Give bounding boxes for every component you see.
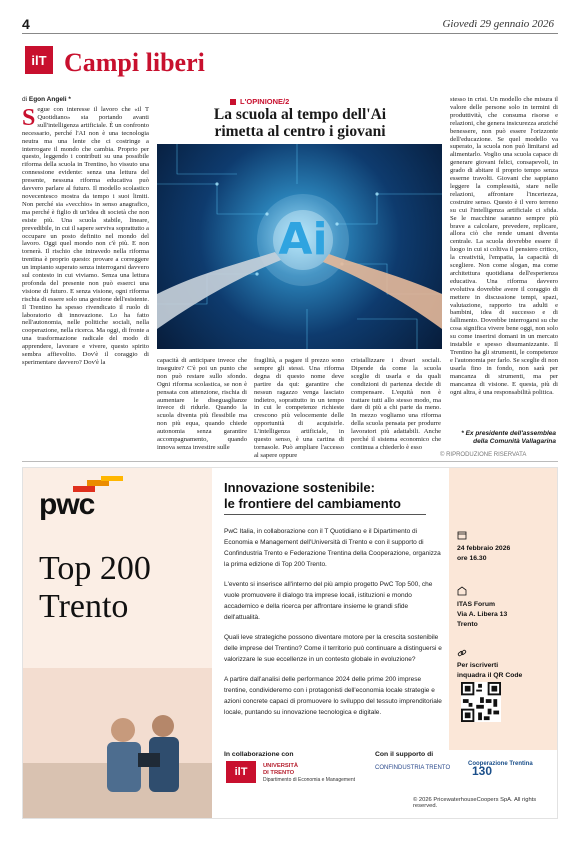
qr-code[interactable] <box>461 682 501 722</box>
article-column-1 <box>22 106 149 452</box>
signature-line-1: * Ex presidente dell'assemblea <box>461 430 556 437</box>
article-headline: La scuola al tempo dell'Ai rimetta al centro i giovani <box>213 106 387 140</box>
ad-title-line-1: Innovazione sostenibile: <box>224 480 375 495</box>
ad-title-line-2: le frontiere del cambiamento <box>224 496 401 511</box>
kicker-text: L'OPINIONE/2 <box>240 97 290 106</box>
coop-number: 130 <box>472 764 493 778</box>
ai-illustration <box>157 144 442 349</box>
ad-title-rule <box>224 514 426 515</box>
ai-letters: Ai <box>278 214 328 265</box>
drop-cap: S <box>22 105 36 131</box>
pwc-advertisement <box>22 467 558 819</box>
header-rule <box>22 33 558 34</box>
confindustria-logo: CONFINDUSTRIA TRENTO <box>375 765 451 771</box>
register-line-2: inquadra il QR Code <box>457 672 523 679</box>
copyright-credit: © RIPRODUZIONE RISERVATA <box>440 452 527 458</box>
venue-name: ITAS Forum <box>457 601 496 608</box>
venue-street: Via A. Libera 13 <box>457 611 508 618</box>
ad-separator <box>22 461 558 462</box>
issue-date: Giovedì 29 gennaio 2026 <box>442 18 554 30</box>
article-photo <box>157 144 442 349</box>
section-title: Campi liberi <box>64 48 205 77</box>
byline-prefix: di <box>22 96 28 103</box>
unitn-dept: Dipartimento di Economia e Management <box>263 777 355 783</box>
event-date: 24 febbraio 2026 <box>457 545 511 552</box>
register-line-1: Per iscriverti <box>457 662 499 669</box>
pwc-logo-text: pwc <box>39 488 95 521</box>
byline <box>22 96 71 103</box>
signature-line-2: della Comunità Vallagarina <box>473 438 556 445</box>
article-column-4: cristallizzare i divari sociali. Dipende da come la scuola sceglie di usarla e da quali condizioni di partenza decide di compensare. L'equità non è trattare tutti allo stesso modo, ma dare di più a chi parte da meno. In mezzo vogliamo una riforma della scuola pensata per produrre lavoratori più adattabili. Anche perché il sistema economico che continua a chiederlo è esso <box>351 357 441 451</box>
author-name: Egon Angeli * <box>28 96 71 103</box>
author-signature <box>386 430 556 446</box>
ad-left-panel <box>23 468 212 818</box>
coop-name: Cooperazione Trentina <box>468 761 533 767</box>
event-name: Top 200 Trento <box>39 550 151 625</box>
unitn-line-1: UNIVERSITÀ <box>263 763 299 769</box>
calendar-icon <box>457 530 467 540</box>
unitn-line-2: DI TRENTO <box>263 770 295 776</box>
ad-body <box>224 526 442 727</box>
ad-paragraph-1: PwC Italia, in collaborazione con il T Quotidiano e il Dipartimento di Economia e Management dell'Università di Trento e con il supporto di Confindustria Trento e Federazione Trentina della Cooperazione, organizza la prima edizione di Top 200 Trento. <box>224 528 441 568</box>
ad-paragraph-4: A partire dall'analisi delle performance 2024 delle prime 200 imprese trentine, condivideremo con i protagonisti dell'economia locale strategie e azioni concrete capaci di promuovere lo sviluppo del tessuto imprenditoriale locale, puntando su innovazione tecnologica e digitale. <box>224 676 442 716</box>
business-people-photo <box>23 668 212 818</box>
event-time: ore 16.30 <box>457 555 487 562</box>
collaboration-label: In collaborazione con <box>224 751 294 758</box>
column-1-text: egue con interesse il lavoro che «il T Quotidiano» sta portando avanti sull'intelligenza artificiale. È un confronto necessario, perché l'AI non è una tecnologia neutra ma una lente che ci costringe a interrogare il mondo che cambia. Proprio per questo, leggendo i contributi su una possibile riforma della scuola in Trentino, ho vissuto una connessione evidente: senza una lettura del presente, nessuna riforma educativa può davvero parlare al futuro. Il modello scolastico novecentesco mostra da tempo i suoi limiti. Non perché sia «vecchio» in senso anagrafico, ma perché è figlio di un'idea di società che non esiste più. Una scuola stabile, lineare, prevedibile, in cui il sapere serviva soprattutto a occupare un posto definito nel mondo del lavoro. Oggi quel mondo non c'è più. E non tornerà. Il rischio che intravedo nella riforma trentina è proprio questo: provare a correggere un impianto superato senza interrogarsi davvero sul contesto in cui viviamo. Senza una lettura profonda del presente non può esserci una visione di futuro. E senza visione, ogni riforma rischia di essere solo una gestione dell'esistente. Il Trentino ha spesso rivendicato il ruolo di laboratorio di innovazione. Lo ha fatto nell'autonomia, nelle politiche sociali, nella cooperazione, nella ricerca. Ma oggi, di fronte a una trasformazione radicale del modo di apprendere, lavorare e vivere, questo spirito sembra affievolito. Dov'è il coraggio di sperimentare davvero? Dov'è la <box>22 106 149 366</box>
article-kicker <box>230 97 289 106</box>
ad-paragraph-3: Quali leve strategiche possono diventare motore per la crescita sostenibile delle imprese del Trentino? Come il territorio può continuare a distinguersi e valorizzare le sue eccellenze in un contesto globale in evoluzione? <box>224 634 442 663</box>
page-number: 4 <box>22 16 30 32</box>
newspaper-logo: ilT <box>25 46 53 74</box>
ad-title <box>224 480 401 512</box>
article-column-2: capacità di anticipare invece che inseguire? C'è poi un punto che non può restare sullo sfondo. Ogni riforma scolastica, se non è pensata con attenzione, rischia di aumentare le diseguaglianze invece di ridurle. Quando la scuola diventa più flessibile ma non più equa, quando chiede autonomia senza garantire accompagnamento, quando innova senza investire sulle <box>157 357 247 451</box>
ad-footer: © 2026 PricewaterhouseCoopers SpA. All rights reserved. <box>413 797 537 809</box>
article-column-5: stesso in crisi. Un modello che misura il valore delle persone solo in termini di produttività, che consuma risorse e relazioni, che genera insicurezza anziché benessere, non può essere l'orizzonte dell'educazione. Se quel modello va superato, la scuola non può limitarsi ad alimentarlo. Voglio una scuola capace di generare giovani felici, consapevoli, in grado di abitare il proprio tempo senza esserne travolti. Giovani che sappiano leggere la complessità, stare nelle relazioni, affrontare l'incertezza, costruire senso. Questo è il vero terreno su cui l'intelligenza artificiale ci sfida. Se le macchine saranno sempre più brave a calcolare, prevedere, replicare, allora ciò che rende umani diventa centrale. La scuola dovrebbe essere il luogo in cui si coltiva il pensiero critico, la creatività, l'empatia, la capacità di scegliere. Non come slogan, ma come architettura quotidiana dell'esperienza educativa. Una riforma davvero evolutiva dovrebbe avere il coraggio di mettere in discussione tempi, spazi, valutazione, rapporto tra adulti e bambini, idea di successo e di fallimento. Dovrebbe interrogarsi su che cosa significa vivere bene oggi, non solo su come inserirsi domani in un mercato instabile e spesso disumanizzante. Il Trentino ha gli strumenti, le competenze e l'autonomia per farlo. Se sceglie di non usarla fino in fondo, non sarà per mancanza di strumenti, ma per mancanza di visione. E questa, più di ogni altra, è una responsabilità politica. <box>450 96 558 396</box>
building-icon <box>457 586 467 596</box>
coop-logo <box>468 761 557 778</box>
il-t-logo: ilT <box>226 761 256 783</box>
unitn-logo <box>263 763 373 784</box>
kicker-square-icon <box>230 99 236 105</box>
article-column-3: fragilità, a pagare il prezzo sono sempre gli stessi. Una riforma degna di questo nome deve partire da qui: garantire che nessun ragazzo venga lasciato indietro, soprattutto in un tempo in cui le competenze richieste crescono più velocemente delle opportunità di acquisirle. L'intelligenza artificiale, in questo senso, è una cartina di tornasole. Può ampliare l'accesso al sapere oppure <box>254 357 344 459</box>
venue-city: Trento <box>457 621 478 628</box>
event-info-panel <box>449 468 557 750</box>
ad-paragraph-2: L'evento si inserisce all'interno del più ampio progetto PwC Top 500, che vuole promuovere il dialogo tra imprese locali, istituzioni e mondo accademico e della ricerca per affrontare insieme le grandi sfide dell'attualità. <box>224 581 433 621</box>
support-label: Con il supporto di <box>375 751 434 758</box>
link-icon <box>457 648 467 658</box>
